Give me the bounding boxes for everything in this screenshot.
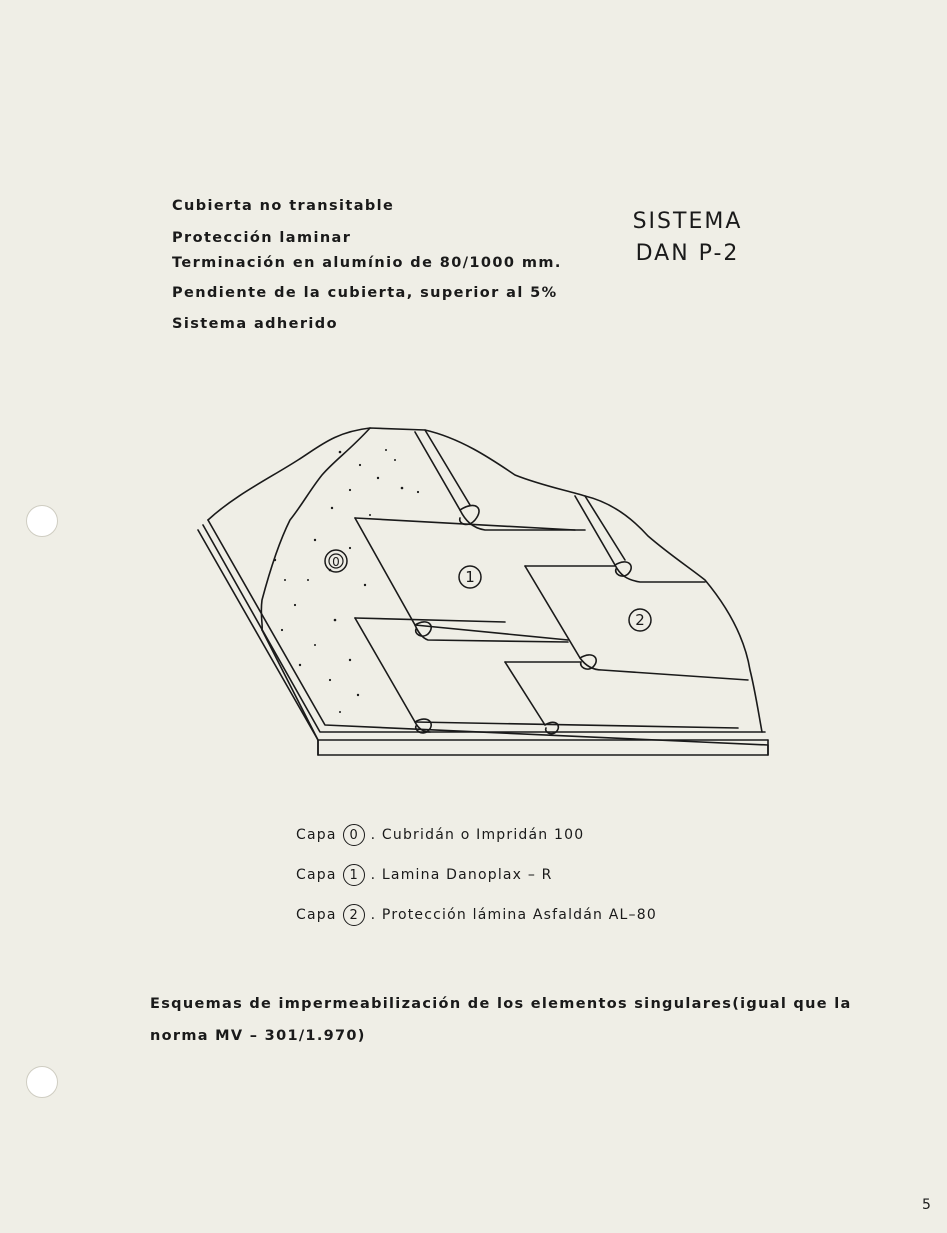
- legend-row: [296, 824, 584, 846]
- system-title-line: SISTEMA: [632, 209, 743, 234]
- layer2-label: 2: [635, 611, 645, 629]
- slab-mid-edge: [203, 525, 765, 732]
- layer2-top-roll: [575, 496, 705, 582]
- layer2-step2: [505, 662, 545, 725]
- layer0-boundary: [261, 428, 370, 630]
- legend-text: . Protección lámina Asfaldán AL–80: [370, 907, 657, 923]
- page-number: 5: [922, 1197, 931, 1213]
- legend-text: . Lamina Danoplax – R: [370, 867, 553, 883]
- spec-line: Pendiente de la cubierta, superior al 5%: [172, 285, 558, 301]
- singular-elements-note: Esquemas de impermeabilización de los elementos singulares(igual que la norma MV – 301/1.970): [150, 996, 852, 1044]
- layer-number-badge: 1: [343, 864, 365, 886]
- spec-line: Protección laminar: [172, 230, 352, 246]
- legend-prefix: Capa: [296, 907, 337, 923]
- layer1-top-roll: [415, 432, 585, 530]
- layer1-label: 1: [465, 568, 475, 586]
- layer1-step2: [355, 618, 738, 728]
- slab-bottom-edge: [198, 530, 768, 740]
- legend-prefix: Capa: [296, 827, 337, 843]
- layer0-label: 0: [332, 555, 340, 569]
- binder-hole-bottom: [26, 1066, 58, 1098]
- legend-row: [296, 864, 553, 886]
- layer1-step1: [355, 518, 568, 640]
- legend-prefix: Capa: [296, 867, 337, 883]
- spec-line: Cubierta no transitable: [172, 198, 395, 214]
- system-title: [590, 206, 785, 270]
- spec-line: Terminación en alumínio de 80/1000 mm.: [172, 255, 562, 271]
- slab-front-edge: [208, 520, 768, 755]
- spec-line: Sistema adherido: [172, 316, 338, 332]
- legend-row: [296, 904, 657, 926]
- layer-number-badge: 0: [343, 824, 365, 846]
- legend-text: . Cubridán o Impridán 100: [370, 827, 585, 843]
- layer-number-badge: 2: [343, 904, 365, 926]
- roof-layers-drawing: [190, 420, 780, 765]
- binder-hole-top: [26, 505, 58, 537]
- system-title-line: DAN P-2: [635, 241, 740, 266]
